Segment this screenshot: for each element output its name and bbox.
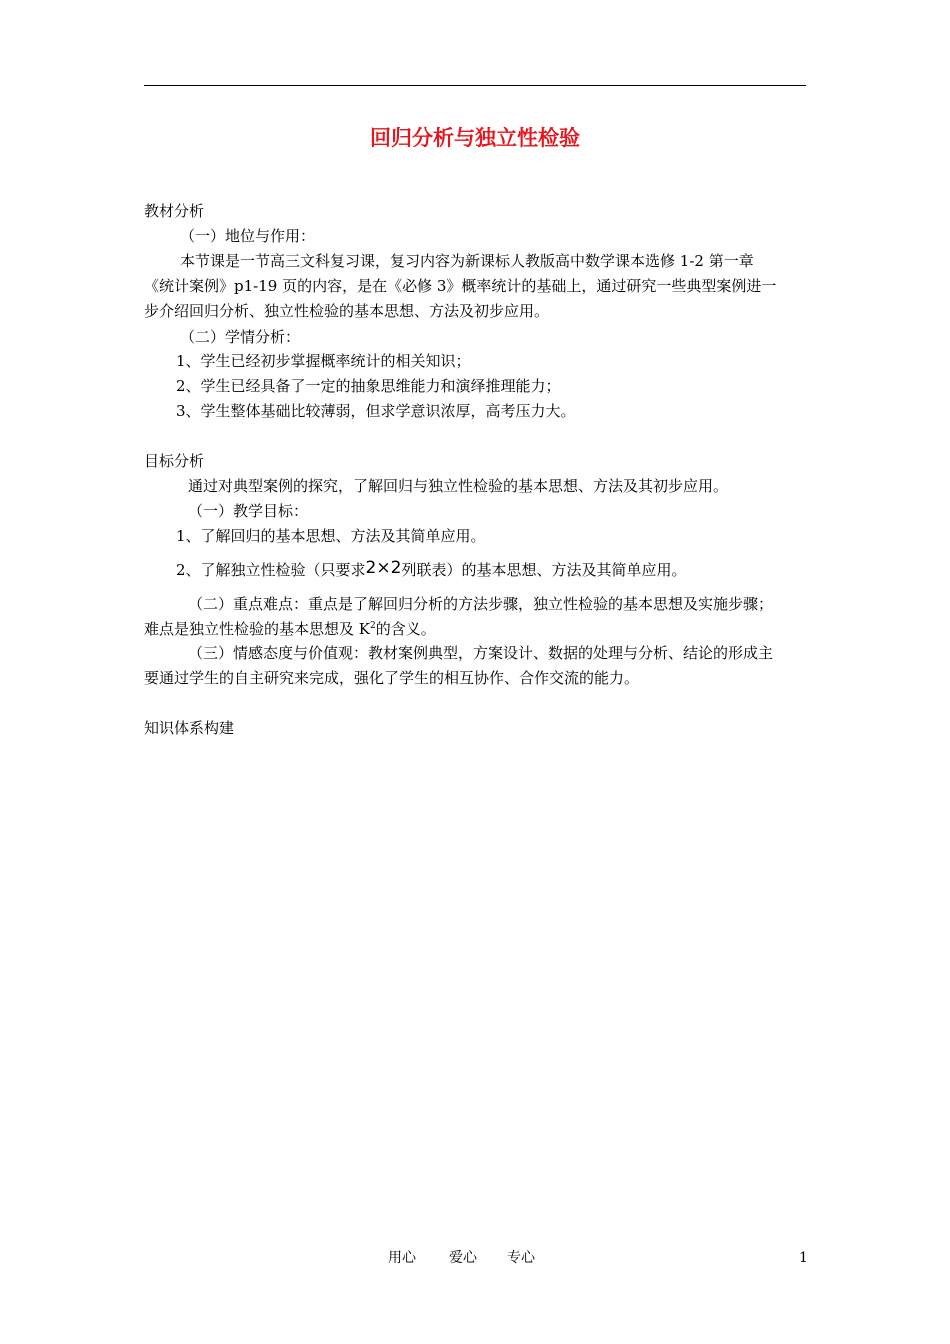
subheading-students: （二）学情分析： <box>180 328 301 346</box>
section-heading-material: 教材分析 <box>144 202 205 220</box>
list-item <box>176 560 686 580</box>
footer-word: 用心 <box>388 1250 416 1266</box>
superscript: 2 <box>369 621 376 631</box>
footer-word: 专心 <box>507 1250 535 1266</box>
list-item: 1、了解回归的基本思想、方法及其简单应用。 <box>176 527 486 545</box>
list-item: 3、学生整体基础比较薄弱，但求学意识浓厚，高考压力大。 <box>176 402 576 420</box>
header-rule <box>144 85 806 86</box>
key-points-line: （二）重点难点：重点是了解回归分析的方法步骤，独立性检验的基本思想及实施步骤； <box>188 595 774 613</box>
key-points-text: 的含义。 <box>375 620 436 638</box>
emotion-line: 要通过学生的自主研究来完成，强化了学生的相互协作、合作交流的能力。 <box>144 669 640 687</box>
section-heading-knowledge: 知识体系构建 <box>144 719 235 737</box>
page-number: 1 <box>799 1250 808 1266</box>
emotion-line: （三）情感态度与价值观：教材案例典型，方案设计、数据的处理与分析、结论的形成主 <box>188 644 774 662</box>
subheading-teaching-goals: （一）教学目标： <box>188 502 309 520</box>
paragraph-line: 本节课是一节高三文科复习课，复习内容为新课标人教版高中数学课本选修 1-2 第一章 <box>180 252 754 270</box>
footer-word: 爱心 <box>449 1250 477 1266</box>
list-item: 2、学生已经具备了一定的抽象思维能力和演绎推理能力； <box>176 377 561 395</box>
math-expression: 2×2 <box>365 558 402 578</box>
subheading-position: （一）地位与作用： <box>180 227 316 245</box>
list-item-text: 列联表）的基本思想、方法及其简单应用。 <box>401 561 687 579</box>
document-title: 回归分析与独立性检验 <box>370 126 580 150</box>
section-heading-goals: 目标分析 <box>144 452 205 470</box>
goals-intro: 通过对典型案例的探究，了解回归与独立性检验的基本思想、方法及其初步应用。 <box>188 477 729 495</box>
list-item-text: 2、了解独立性检验（只要求 <box>176 561 366 579</box>
list-item: 1、学生已经初步掌握概率统计的相关知识； <box>176 352 471 370</box>
key-points-line <box>144 619 436 639</box>
paragraph-line: 步介绍回归分析、独立性检验的基本思想、方法及初步应用。 <box>144 302 550 320</box>
key-points-text: 难点是独立性检验的基本思想及 K <box>144 620 370 638</box>
paragraph-line: 《统计案例》p1-19 页的内容，是在《必修 3》概率统计的基础上，通过研究一些典型案例进一 <box>144 277 777 295</box>
